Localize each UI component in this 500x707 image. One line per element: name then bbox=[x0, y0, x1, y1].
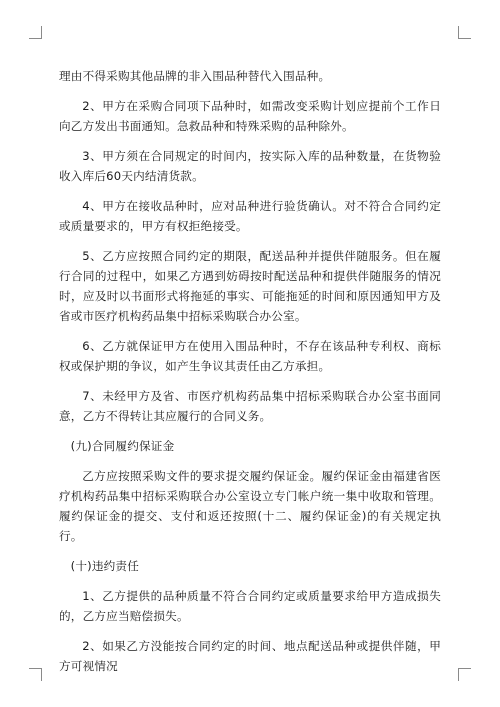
document-body bbox=[59, 66, 441, 686]
crop-mark-top-left bbox=[29, 26, 42, 39]
paragraph: 7、未经甲方及省、市医疗机构药品集中招标采购联合办公室书面同意，乙方不得转让其应履行的合同义务。 bbox=[59, 389, 441, 423]
crop-mark-top-right bbox=[458, 26, 471, 39]
paragraph: 2、如果乙方没能按合同约定的时间、地点配送品种或提供伴随，甲方可视情况 bbox=[59, 639, 441, 673]
section-heading: (九)合同履约保证金 bbox=[70, 439, 175, 453]
paragraph: 1、乙方提供的品种质量不符合合同约定或质量要求给甲方造成损失的，乙方应当赔偿损失。 bbox=[59, 589, 441, 623]
paragraph: 理由不得采购其他品牌的非入围品种替代入围品种。 bbox=[59, 69, 331, 83]
paragraph: 2、甲方在采购合同项下品种时，如需改变采购计划应提前个工作日向乙方发出书面通知。急救品种和特殊采购的品种除外。 bbox=[59, 99, 441, 133]
crop-mark-bottom-right bbox=[458, 668, 471, 681]
paragraph: 4、甲方在接收品种时，应对品种进行验货确认。对不符合合同约定或质量要求的，甲方有权拒绝接受。 bbox=[59, 199, 441, 233]
section-heading: (十)违约责任 bbox=[70, 559, 140, 573]
paragraph: 6、乙方就保证甲方在使用入围品种时，不存在该品种专利权、商标权或保护期的争议，如产生争议其责任由乙方承担。 bbox=[59, 339, 441, 373]
paragraph: 3、甲方须在合同规定的时间内，按实际入库的品种数量，在货物验收入库后60天内结清货款。 bbox=[59, 149, 441, 183]
paragraph: 5、乙方应按照合同约定的期限，配送品种并提供伴随服务。但在履行合同的过程中，如果乙方遇到妨碍按时配送品种和提供伴随服务的情况时，应及时以书面形式将拖延的事实、可能拖延的时间和原因通知甲方及省或市医疗机构药品集中招标采购联合办公室。 bbox=[59, 249, 441, 323]
crop-mark-bottom-left bbox=[29, 668, 42, 681]
paragraph: 乙方应按照采购文件的要求提交履约保证金。履约保证金由福建省医疗机构药品集中招标采购联合办公室设立专门帐户统一集中收取和管理。履约保证金的提交、支付和返还按照(十二、履约保证金)的有关规定执行。 bbox=[59, 469, 441, 543]
